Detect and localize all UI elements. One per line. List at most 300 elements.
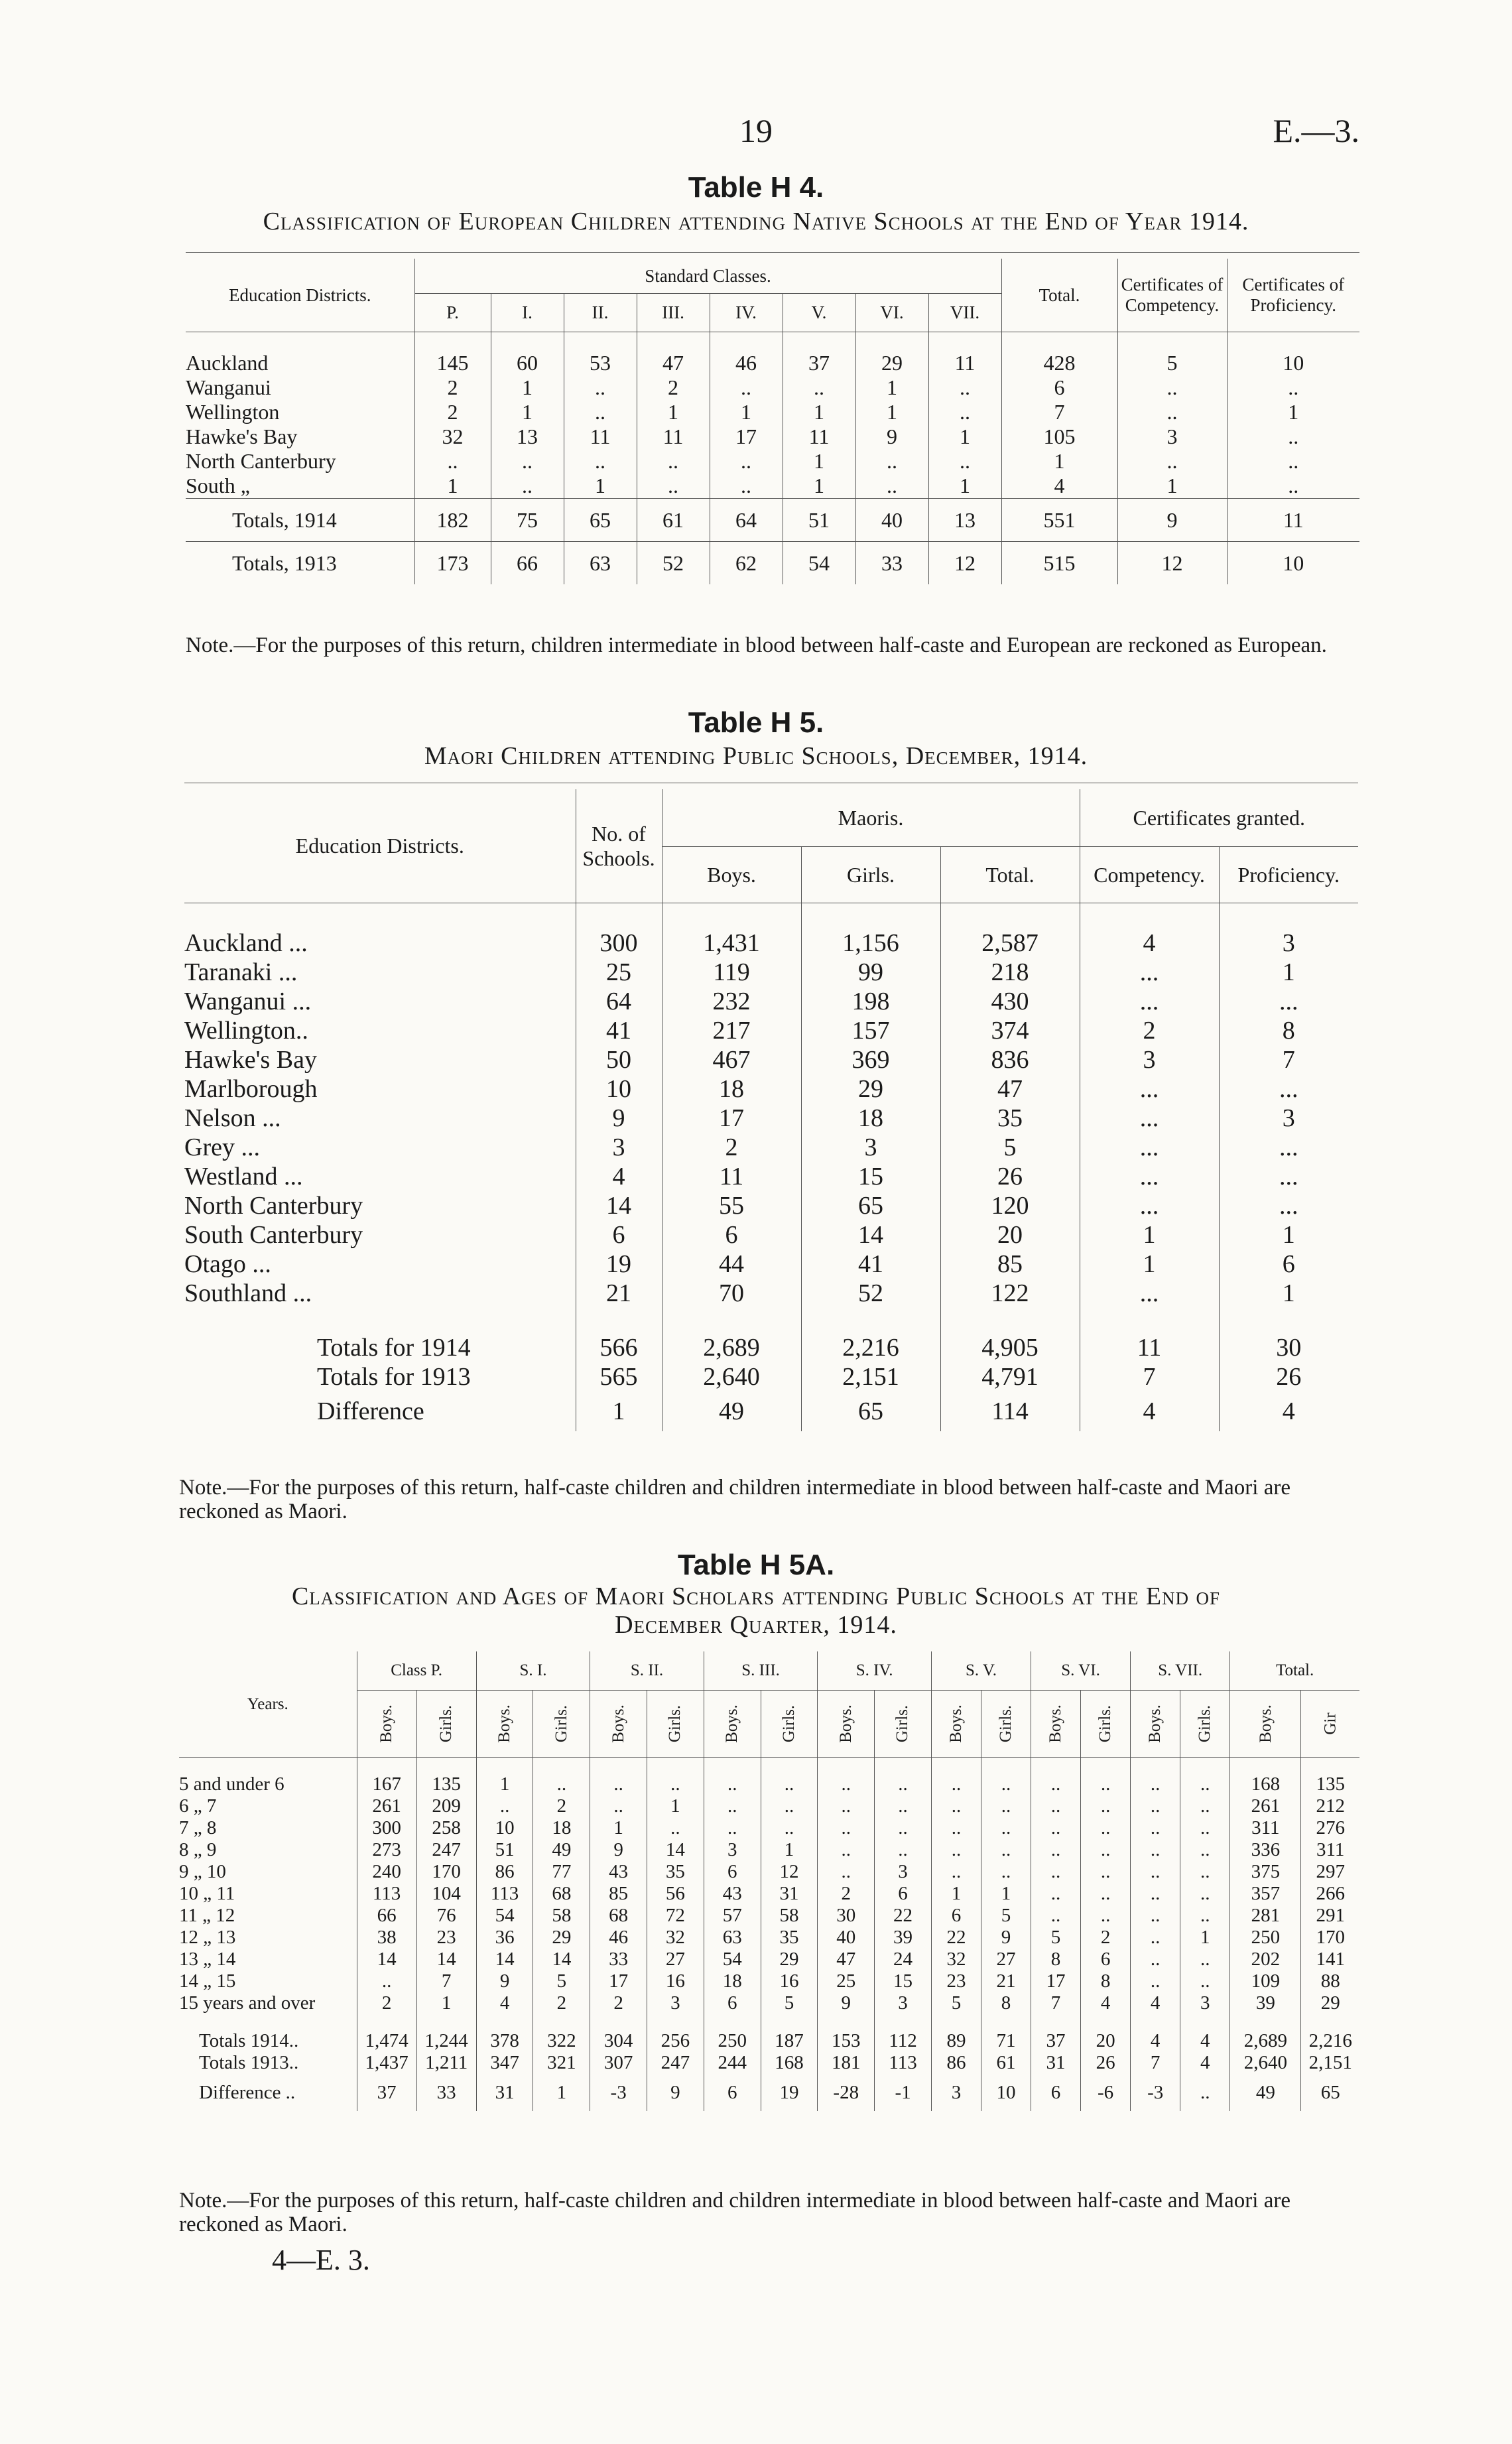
row-label: Hawke's Bay — [184, 1046, 317, 1074]
cell-value: 113 — [875, 2052, 932, 2074]
cell-value: 307 — [590, 2052, 647, 2074]
cell-value: 49 — [662, 1391, 801, 1431]
cell-value: 11 — [637, 424, 710, 449]
cell-value: .. — [981, 1817, 1031, 1839]
cell-value: 3 — [1219, 1104, 1358, 1133]
cell-value: 247 — [647, 2052, 704, 2074]
table-row — [179, 1773, 1359, 1795]
cell-value: 53 — [564, 351, 637, 375]
cell-value: 72 — [647, 1905, 704, 1927]
h5a-girls-header: Gir — [1301, 1691, 1359, 1758]
h5a-girls-header: Girls. — [875, 1691, 932, 1758]
table-h5a — [179, 1651, 1359, 2111]
cell-value: 26 — [940, 1162, 1080, 1191]
cell-value: 50 — [576, 1045, 662, 1074]
cell-value: 428 — [1001, 351, 1117, 375]
cell-value: 51 — [783, 499, 855, 542]
cell-value: 2,689 — [1230, 2030, 1301, 2052]
cell-value: 13 — [928, 499, 1001, 542]
row-label: Otago ... — [184, 1250, 271, 1278]
cell-value: 217 — [662, 1016, 801, 1045]
row-label: Wanganui — [186, 375, 271, 399]
cell-value: 14 — [801, 1220, 940, 1250]
cell-value: .. — [761, 1795, 818, 1817]
cell-value: 14 — [416, 1949, 476, 1970]
cell-value: 20 — [1081, 2030, 1131, 2052]
cell-value: 212 — [1301, 1795, 1359, 1817]
cell-value: 37 — [357, 2074, 416, 2111]
cell-value: 4,791 — [940, 1362, 1080, 1391]
cell-value: .. — [1117, 375, 1227, 400]
cell-value: 1 — [491, 400, 564, 424]
row-label: 9 „ 10 — [179, 1861, 226, 1882]
cell-value: 4 — [1080, 1391, 1219, 1431]
cell-value: 18 — [662, 1074, 801, 1104]
cell-value: .. — [1131, 1883, 1180, 1905]
h5a-group-header: Total. — [1230, 1651, 1359, 1691]
cell-value: 56 — [647, 1883, 704, 1905]
row-label: 12 „ 13 — [179, 1927, 236, 1948]
cell-value: 39 — [1230, 1992, 1301, 2014]
cell-value: 167 — [357, 1773, 416, 1795]
h4-class-header: V. — [783, 294, 855, 332]
cell-value: .. — [647, 1773, 704, 1795]
cell-value: 2 — [637, 375, 710, 400]
cell-value: 256 — [647, 2030, 704, 2052]
cell-value: 173 — [414, 542, 491, 585]
cell-value: 14 — [357, 1949, 416, 1970]
cell-value: 7 — [416, 1970, 476, 1992]
cell-value: 168 — [761, 2052, 818, 2074]
cell-value: .. — [1081, 1861, 1131, 1883]
cell-value: .. — [1131, 1773, 1180, 1795]
cell-value: 1 — [783, 400, 855, 424]
cell-value: 120 — [940, 1191, 1080, 1220]
cell-value: 68 — [533, 1883, 590, 1905]
cell-value: 33 — [590, 1949, 647, 1970]
cell-value: 1 — [1219, 958, 1358, 987]
cell-value: 170 — [1301, 1927, 1359, 1949]
cell-value: 17 — [590, 1970, 647, 1992]
cell-value: 29 — [761, 1949, 818, 1970]
cell-value: 38 — [357, 1927, 416, 1949]
h5-proficiency-header: Proficiency. — [1219, 847, 1358, 903]
cell-value: 63 — [704, 1927, 761, 1949]
h4-class-header: IV. — [710, 294, 783, 332]
cell-value: 89 — [931, 2030, 981, 2052]
cell-value: 5 — [981, 1905, 1031, 1927]
cell-value: 66 — [357, 1905, 416, 1927]
cell-value: .. — [818, 1773, 875, 1795]
cell-value: ... — [1080, 1133, 1219, 1162]
cell-value: .. — [564, 400, 637, 424]
cell-value: 40 — [818, 1927, 875, 1949]
cell-value: .. — [1117, 449, 1227, 474]
table-row — [179, 1883, 1359, 1905]
cell-value: 2 — [533, 1992, 590, 2014]
cell-value: 88 — [1301, 1970, 1359, 1992]
spacer-row — [184, 903, 1358, 929]
cell-value: .. — [1081, 1839, 1131, 1861]
row-label: Auckland ... — [184, 929, 308, 957]
cell-value: 1 — [647, 1795, 704, 1817]
cell-value: 145 — [414, 351, 491, 375]
h4-district-header: Education Districts. — [186, 259, 414, 332]
cell-value: 17 — [662, 1104, 801, 1133]
cell-value: 9 — [476, 1970, 533, 1992]
h4-total-header: Total. — [1001, 259, 1117, 332]
cell-value: 54 — [476, 1905, 533, 1927]
table-row — [184, 1220, 1358, 1250]
table-h5 — [184, 789, 1358, 1431]
cell-value: .. — [647, 1817, 704, 1839]
table-row — [179, 1927, 1359, 1949]
cell-value: 31 — [476, 2074, 533, 2111]
cell-value: 181 — [818, 2052, 875, 2074]
cell-value: .. — [1031, 1905, 1081, 1927]
cell-value: 1 — [576, 1391, 662, 1431]
table-h5a-title: Table H 5A. — [677, 1549, 835, 1581]
cell-value: 35 — [940, 1104, 1080, 1133]
cell-value: 3 — [704, 1839, 761, 1861]
row-label: Difference — [317, 1397, 424, 1425]
cell-value: 10 — [576, 1074, 662, 1104]
cell-value: 2,689 — [662, 1333, 801, 1362]
cell-value: 35 — [647, 1861, 704, 1883]
cell-value: 10 — [1227, 351, 1359, 375]
cell-value: ... — [1219, 987, 1358, 1016]
table-row — [179, 1905, 1359, 1927]
h5-boys-header: Boys. — [662, 847, 801, 903]
row-label: South „ — [186, 474, 250, 497]
cell-value: ... — [1080, 1191, 1219, 1220]
cell-value: 1 — [928, 424, 1001, 449]
row-label: Hawke's Bay — [186, 424, 298, 448]
cell-value: 311 — [1230, 1817, 1301, 1839]
cell-value: ... — [1080, 1279, 1219, 1308]
table-row — [179, 1992, 1359, 2014]
cell-value: 104 — [416, 1883, 476, 1905]
cell-value: 232 — [662, 987, 801, 1016]
cell-value: 15 — [875, 1970, 932, 1992]
row-label: Nelson ... — [184, 1104, 281, 1132]
table-row — [184, 1279, 1358, 1308]
cell-value: 47 — [818, 1949, 875, 1970]
cell-value: 16 — [647, 1970, 704, 1992]
cell-value: 32 — [931, 1949, 981, 1970]
cell-value: 1 — [637, 400, 710, 424]
cell-value: 43 — [590, 1861, 647, 1883]
cell-value: .. — [931, 1795, 981, 1817]
cell-value: 10 — [476, 1817, 533, 1839]
row-label: 11 „ 12 — [179, 1905, 235, 1926]
h5a-girls-header: Girls. — [416, 1691, 476, 1758]
cell-value: 21 — [981, 1970, 1031, 1992]
cell-value: .. — [1081, 1883, 1131, 1905]
table-row — [184, 987, 1358, 1016]
h5-maoris-header: Maoris. — [662, 789, 1080, 847]
cell-value: 12 — [761, 1861, 818, 1883]
cell-value: .. — [414, 449, 491, 474]
cell-value: 26 — [1081, 2052, 1131, 2074]
cell-value: .. — [818, 1839, 875, 1861]
cell-value: 25 — [818, 1970, 875, 1992]
row-label: Wanganui ... — [184, 988, 312, 1015]
cell-value: ... — [1219, 1162, 1358, 1191]
cell-value: 3 — [875, 1992, 932, 2014]
cell-value: 357 — [1230, 1883, 1301, 1905]
cell-value: 31 — [761, 1883, 818, 1905]
cell-value: 11 — [928, 351, 1001, 375]
row-label: South Canterbury — [184, 1221, 363, 1249]
row-label: Marlborough — [184, 1075, 318, 1103]
table-h5-subtitle: Maori Children attending Public Schools, December, 1914. — [424, 742, 1088, 770]
cell-value: ... — [1219, 1133, 1358, 1162]
cell-value: 33 — [416, 2074, 476, 2111]
table-h5-note: Note.—For the purposes of this return, half-caste children and children intermediate in blood between half-caste and Maori are reckoned as Maori. — [179, 1476, 1291, 1523]
cell-value: 1 — [981, 1883, 1031, 1905]
cell-value: 1,437 — [357, 2052, 416, 2074]
cell-value: 5 — [1031, 1927, 1081, 1949]
h5a-group-header: S. V. — [931, 1651, 1031, 1691]
cell-value: 27 — [647, 1949, 704, 1970]
cell-value: 261 — [1230, 1795, 1301, 1817]
h5a-boys-header: Boys. — [1031, 1691, 1081, 1758]
cell-value: .. — [491, 474, 564, 499]
cell-value: 258 — [416, 1817, 476, 1839]
cell-value: 70 — [662, 1279, 801, 1308]
cell-value: 467 — [662, 1045, 801, 1074]
cell-value: 281 — [1230, 1905, 1301, 1927]
cell-value: 113 — [357, 1883, 416, 1905]
cell-value: 6 — [931, 1905, 981, 1927]
cell-value: 85 — [940, 1250, 1080, 1279]
cell-value: 29 — [1301, 1992, 1359, 2014]
cell-value: 27 — [981, 1949, 1031, 1970]
cell-value: 71 — [981, 2030, 1031, 2052]
table-row — [184, 1133, 1358, 1162]
cell-value: .. — [1031, 1861, 1081, 1883]
cell-value: 250 — [1230, 1927, 1301, 1949]
table-h4-note: Note.—For the purposes of this return, children intermediate in blood between half-caste and European are reckoned as European. — [186, 633, 1327, 657]
cell-value: .. — [761, 1817, 818, 1839]
h4-class-header: III. — [637, 294, 710, 332]
cell-value: 64 — [710, 499, 783, 542]
cell-value: 39 — [875, 1927, 932, 1949]
cell-value: 8 — [981, 1992, 1031, 2014]
cell-value: .. — [1031, 1817, 1081, 1839]
cell-value: 153 — [818, 2030, 875, 2052]
h5-total-header: Total. — [940, 847, 1080, 903]
cell-value: 182 — [414, 499, 491, 542]
table-row — [179, 1839, 1359, 1861]
cell-value: .. — [818, 1817, 875, 1839]
cell-value: .. — [637, 474, 710, 499]
cell-value: 3 — [1219, 929, 1358, 958]
spacer-row — [186, 332, 1359, 352]
row-label: Wellington — [186, 400, 280, 424]
cell-value: .. — [1131, 1927, 1180, 1949]
cell-value: 86 — [476, 1861, 533, 1883]
cell-value: 4 — [1131, 2030, 1180, 2052]
cell-value: 1 — [1219, 1279, 1358, 1308]
cell-value: 2 — [414, 400, 491, 424]
cell-value: 3 — [647, 1992, 704, 2014]
cell-value: 1 — [1117, 474, 1227, 499]
h5a-group-header: S. I. — [476, 1651, 590, 1691]
cell-value: 30 — [1219, 1333, 1358, 1362]
cell-value: 36 — [476, 1927, 533, 1949]
cell-value: 311 — [1301, 1839, 1359, 1861]
cell-value: 31 — [1031, 2052, 1081, 2074]
cell-value: .. — [1081, 1817, 1131, 1839]
cell-value: 5 — [761, 1992, 818, 2014]
cell-value: 198 — [801, 987, 940, 1016]
table-row — [184, 1250, 1358, 1279]
table-row — [184, 1162, 1358, 1191]
cell-value: 2,640 — [662, 1362, 801, 1391]
row-label: 5 and under 6 — [179, 1773, 284, 1795]
table-row — [179, 1817, 1359, 1839]
cell-value: 32 — [647, 1927, 704, 1949]
cell-value: 47 — [940, 1074, 1080, 1104]
cell-value: 9 — [981, 1927, 1031, 1949]
table-h5a-subtitle-line2: December Quarter, 1914. — [615, 1611, 897, 1639]
difference-row — [184, 1391, 1358, 1431]
cell-value: .. — [1131, 1817, 1180, 1839]
cell-value: 375 — [1230, 1861, 1301, 1883]
cell-value: 430 — [940, 987, 1080, 1016]
cell-value: 515 — [1001, 542, 1117, 585]
cell-value: 141 — [1301, 1949, 1359, 1970]
cell-value: 6 — [1001, 375, 1117, 400]
cell-value: 114 — [940, 1391, 1080, 1431]
difference-row — [179, 2074, 1359, 2111]
cell-value: 1,211 — [416, 2052, 476, 2074]
cell-value: .. — [710, 375, 783, 400]
cell-value: 7 — [1001, 400, 1117, 424]
cell-value: 7 — [1031, 1992, 1081, 2014]
cell-value: 122 — [940, 1279, 1080, 1308]
cell-value: 10 — [1227, 542, 1359, 585]
cell-value: 12 — [1117, 542, 1227, 585]
cell-value: 1 — [855, 400, 928, 424]
cell-value: -1 — [875, 2074, 932, 2111]
totals-row — [186, 499, 1359, 542]
row-label: 8 „ 9 — [179, 1839, 217, 1860]
cell-value: .. — [875, 1817, 932, 1839]
cell-value: 46 — [590, 1927, 647, 1949]
h5a-group-header: Class P. — [357, 1651, 476, 1691]
row-label: Totals 1913.. — [199, 2052, 299, 2073]
cell-value: 2 — [590, 1992, 647, 2014]
cell-value: .. — [564, 449, 637, 474]
spacer-row — [184, 1308, 1358, 1333]
cell-value: 5 — [940, 1133, 1080, 1162]
cell-value: .. — [1131, 1795, 1180, 1817]
table-h5-title: Table H 5. — [688, 706, 824, 739]
cell-value: 85 — [590, 1883, 647, 1905]
cell-value: .. — [1180, 1773, 1230, 1795]
cell-value: .. — [357, 1970, 416, 1992]
cell-value: 10 — [981, 2074, 1031, 2111]
cell-value: 2 — [357, 1992, 416, 2014]
cell-value: 4 — [1180, 2030, 1230, 2052]
cell-value: 46 — [710, 351, 783, 375]
cell-value: 218 — [940, 958, 1080, 987]
table-row — [184, 1104, 1358, 1133]
cell-value: 1 — [1180, 1927, 1230, 1949]
cell-value: .. — [1180, 1883, 1230, 1905]
h5a-girls-header: Girls. — [647, 1691, 704, 1758]
cell-value: 57 — [704, 1905, 761, 1927]
cell-value: 25 — [576, 958, 662, 987]
cell-value: 369 — [801, 1045, 940, 1074]
cell-value: 566 — [576, 1333, 662, 1362]
cell-value: .. — [1180, 1949, 1230, 1970]
cell-value: 1 — [476, 1773, 533, 1795]
cell-value: ... — [1080, 1074, 1219, 1104]
cell-value: 273 — [357, 1839, 416, 1861]
cell-value: 378 — [476, 2030, 533, 2052]
cell-value: 5 — [533, 1970, 590, 1992]
table-row — [186, 375, 1359, 400]
cell-value: .. — [533, 1773, 590, 1795]
cell-value: 3 — [931, 2074, 981, 2111]
cell-value: ... — [1080, 1162, 1219, 1191]
cell-value: 291 — [1301, 1905, 1359, 1927]
row-label: Difference .. — [199, 2081, 296, 2103]
cell-value: .. — [1180, 1839, 1230, 1861]
cell-value: 14 — [533, 1949, 590, 1970]
table-row — [179, 1795, 1359, 1817]
cell-value: 22 — [931, 1927, 981, 1949]
cell-value: 52 — [801, 1279, 940, 1308]
table-row — [184, 1074, 1358, 1104]
cell-value: .. — [1081, 1795, 1131, 1817]
cell-value: 2,216 — [1301, 2030, 1359, 2052]
cell-value: 551 — [1001, 499, 1117, 542]
cell-value: 6 — [704, 1992, 761, 2014]
cell-value: .. — [931, 1817, 981, 1839]
cell-value: 276 — [1301, 1817, 1359, 1839]
cell-value: .. — [704, 1817, 761, 1839]
cell-value: 7 — [1219, 1045, 1358, 1074]
h5a-group-header: S. VII. — [1131, 1651, 1230, 1691]
row-label: 13 „ 14 — [179, 1949, 236, 1970]
cell-value: .. — [1227, 449, 1359, 474]
cell-value: 6 — [1219, 1250, 1358, 1279]
cell-value: 54 — [783, 542, 855, 585]
cell-value: 32 — [414, 424, 491, 449]
cell-value: 14 — [576, 1191, 662, 1220]
table-h4-subtitle: Classification of European Children attending Native Schools at the End of Year 1914. — [263, 208, 1249, 235]
cell-value: 43 — [704, 1883, 761, 1905]
h4-competency-header: Certificates of Competency. — [1117, 259, 1227, 332]
cell-value: 6 — [1081, 1949, 1131, 1970]
cell-value: 244 — [704, 2052, 761, 2074]
cell-value: 44 — [662, 1250, 801, 1279]
cell-value: 5 — [931, 1992, 981, 2014]
cell-value: 33 — [855, 542, 928, 585]
h5a-boys-header: Boys. — [818, 1691, 875, 1758]
cell-value: 11 — [783, 424, 855, 449]
cell-value: .. — [1031, 1883, 1081, 1905]
totals-row — [184, 1333, 1358, 1362]
cell-value: 1 — [564, 474, 637, 499]
table-row — [179, 1970, 1359, 1992]
cell-value: 17 — [710, 424, 783, 449]
